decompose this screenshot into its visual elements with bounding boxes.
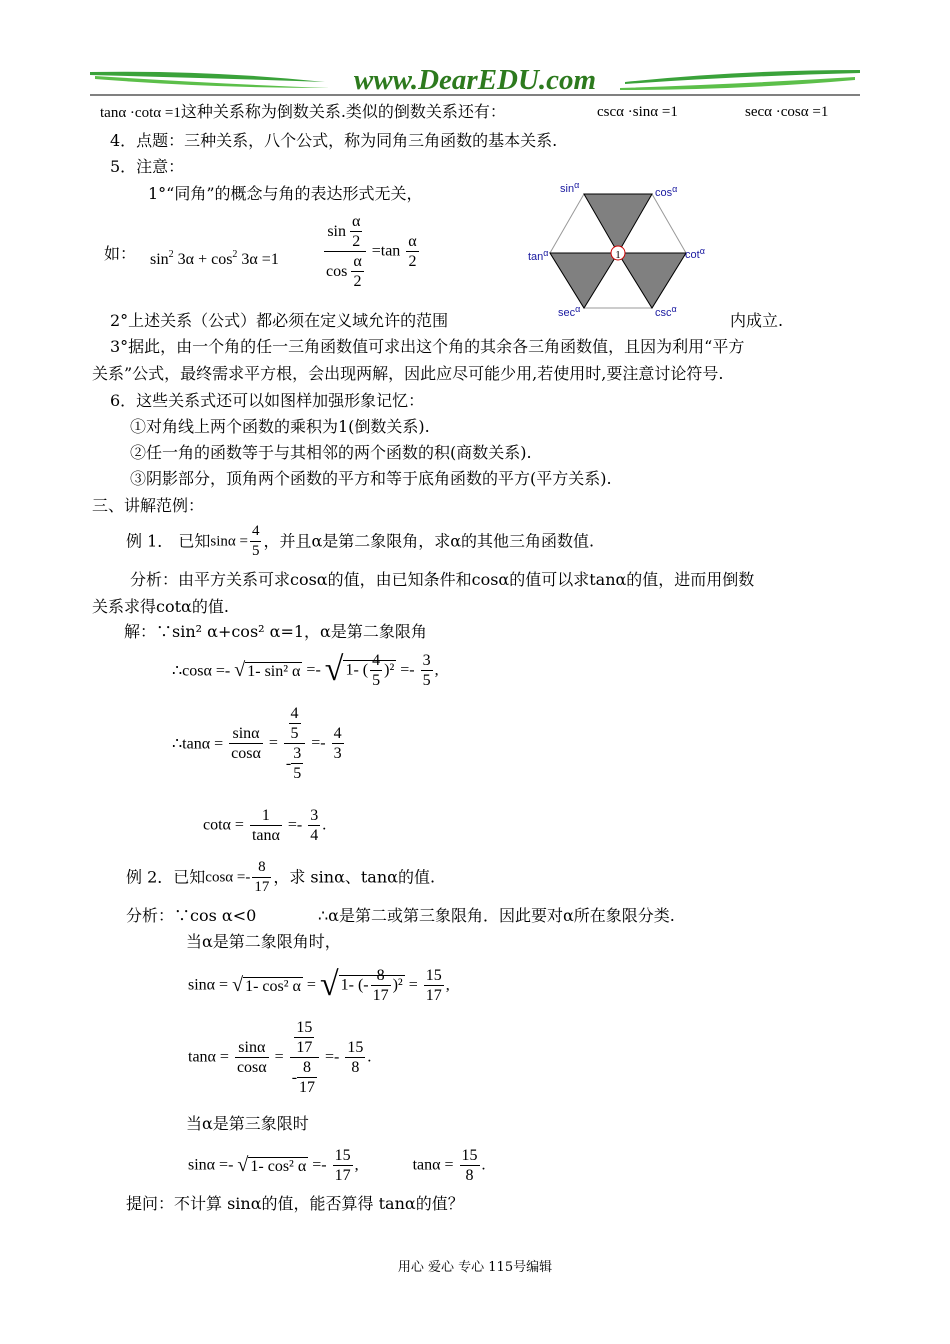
label-cos: $\cos^\alpha$ xyxy=(655,184,678,199)
example-label: 如： xyxy=(104,244,137,263)
ex2-equation-third: sinα =- √ 1- cos² α =- $\frac{15}{17}$ , tanα = $\frac{15}{8}$ . xyxy=(188,1147,486,1184)
ex1-equation-tan: ∴tanα = $\frac{\sin\alpha}{\cos\alpha}$ = $\frac{4}{5}$ - $\frac{3}{5}$ =- $\frac{4}{3}$ xyxy=(172,705,342,782)
equation-sin2-cos2: $\sin^2 3\alpha + \cos^2 3\alpha =1$ xyxy=(150,249,279,268)
equation-half-angle: sin $\frac{\alpha}{2}$ cos $\frac{\alpha}{2}$ =tan $\frac{\alpha}{2}$ xyxy=(326,213,417,290)
ex1-equation-cos: ∴cosα =- √ 1- sin² α =- √ 1- ( $\frac{4}{5}$ )² =- $\frac{3}{5}$ , xyxy=(172,651,439,689)
note-2a: 2°上述关系（公式）都必须在定义域允许的范围 xyxy=(110,311,449,330)
header-logo xyxy=(90,62,860,98)
item-5: 5．注意： xyxy=(110,157,185,176)
ex1-equation-cot: cotα = $\frac{1}{\tan\alpha}$ =- $\frac{3}{4}$ . xyxy=(203,807,327,844)
note-3a: 3°据此，由一个角的任一三角函数值可求出这个角的其余各三角函数值，且因为利用“平方 xyxy=(110,337,745,356)
ex2-equation-sin: sinα = √ 1- cos² α = √ 1- (- $\frac{8}{17}$ )² = $\frac{15}{17}$ , xyxy=(188,966,450,1004)
intro-text: 这种关系称为倒数关系.类似的倒数关系还有： xyxy=(180,102,506,121)
footer: 用心 爱心 专心 115号编辑 xyxy=(397,1260,553,1275)
trig-hexagon-diagram xyxy=(518,176,718,316)
example-2: 例 2．已知cosα =- $\frac{8}{17}$ ，求 sinα、tanα的值. xyxy=(126,859,436,895)
section-3-title: 三、讲解范例： xyxy=(92,496,205,515)
intro-line xyxy=(100,102,506,123)
list-item-1: ①对角线上两个函数的乘积为1(倒数关系). xyxy=(130,417,430,436)
list-item-3: ③阴影部分，顶角两个函数的平方和等于底角函数的平方(平方关系). xyxy=(130,469,612,488)
center-one: 1 xyxy=(615,249,621,261)
label-sin: $\sin^\alpha$ xyxy=(560,180,580,195)
example-1-solution: 解：∵sin² α+cos² α=1，α是第二象限角 xyxy=(124,622,427,641)
example-1: 例 1． 已知sinα = $\frac{4}{5}$ ，并且α是第二象限角，求α的其他三角函数值. xyxy=(126,523,595,559)
logo-text: www.DearEDU.com xyxy=(353,64,597,96)
note-2b: 内成立. xyxy=(730,311,784,330)
case-second-quadrant: 当α是第二象限角时， xyxy=(186,932,341,951)
ex2-equation-tan: tanα = $\frac{\sin\alpha}{\cos\alpha}$ = $\frac{15}{17}$ - $\frac{8}{17}$ =- $\frac{15}{8}$ . xyxy=(188,1019,372,1096)
formula-tan-cot: tanα ·cotα =1 xyxy=(100,105,181,121)
example-1-analysis-b: 关系求得cotα的值. xyxy=(92,597,229,616)
example-1-analysis-a: 分析：由平方关系可求cosα的值，由已知条件和cosα的值可以求tanα的值，进而用倒数 xyxy=(130,570,755,589)
formula-csc-sin: cscα ·sinα =1 xyxy=(597,104,678,120)
label-sec: $\sec^\alpha$ xyxy=(558,304,581,316)
item-4: 4．点题：三种关系，八个公式，称为同角三角函数的基本关系. xyxy=(110,131,558,150)
case-third-quadrant: 当α是第三象限时 xyxy=(186,1114,309,1133)
label-csc: $\csc^\alpha$ xyxy=(655,304,677,316)
label-cot: $\cot^\alpha$ xyxy=(685,246,705,261)
formula-sec-cos: secα ·cosα =1 xyxy=(745,104,829,120)
question: 提问：不计算 sinα的值，能否算得 tanα的值？ xyxy=(126,1194,464,1213)
note-3b: 关系”公式，最终需求平方根，会出现两解，因此应尽可能少用,若使用时,要注意讨论符号. xyxy=(92,364,724,383)
label-tan: $\tan^\alpha$ xyxy=(528,248,549,263)
list-item-2: ②任一角的函数等于与其相邻的两个函数的积(商数关系). xyxy=(130,443,532,462)
example-2-analysis-a: 分析：∵cos α<0 xyxy=(126,906,257,925)
note-1: 1°“同角”的概念与角的表达形式无关， xyxy=(148,184,423,203)
item-6: 6．这些关系式还可以如图样加强形象记忆： xyxy=(110,391,425,410)
example-2-analysis-b: ∴α是第二或第三象限角．因此要对α所在象限分类. xyxy=(318,906,675,925)
